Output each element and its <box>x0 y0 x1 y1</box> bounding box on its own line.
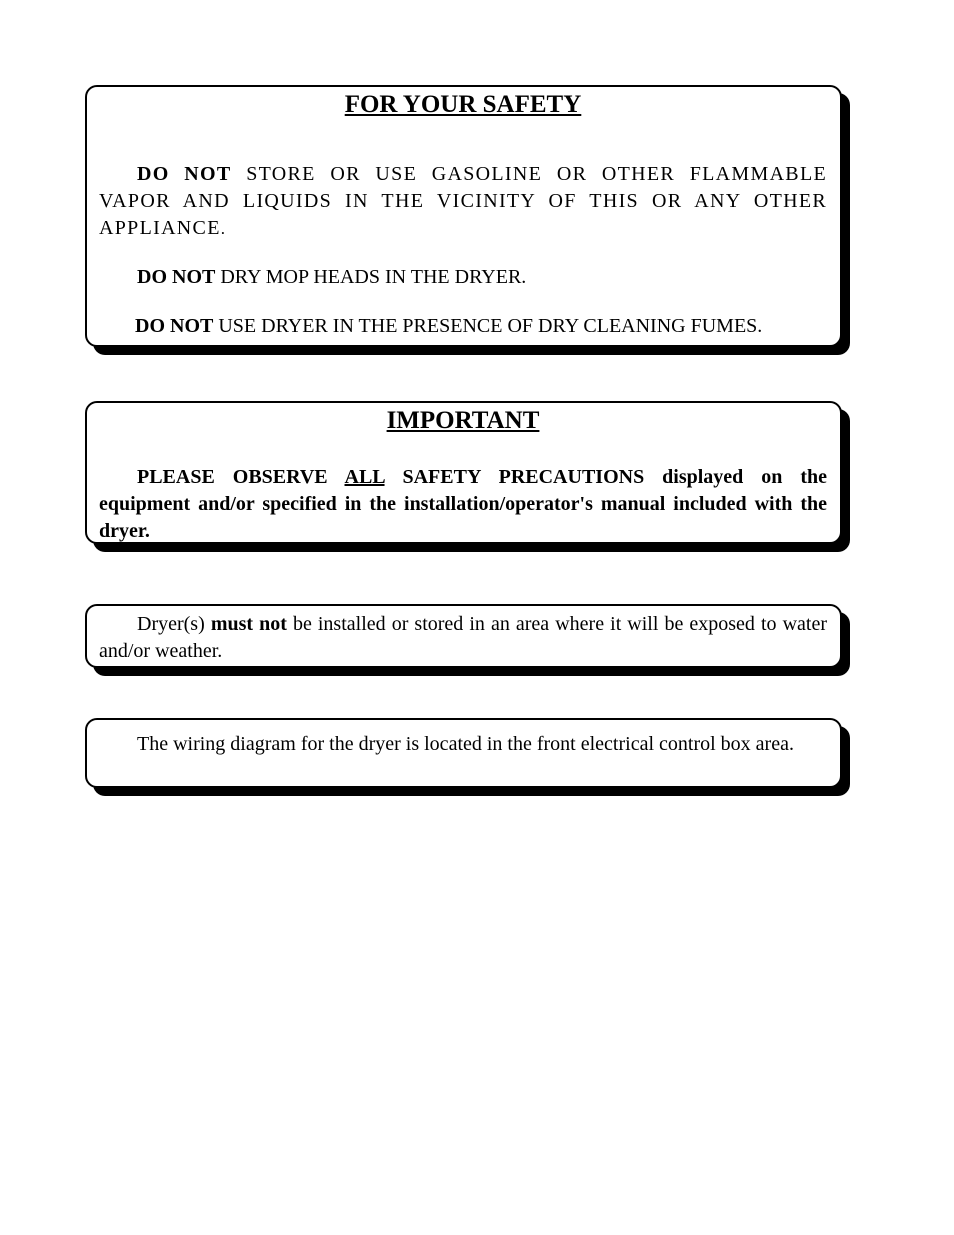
must-not-emphasis: must not <box>210 613 287 635</box>
wiring-notice-box <box>85 718 842 788</box>
important-text <box>99 464 827 545</box>
mop-heads-warning-text: DRY MOP HEADS IN THE DRYER. <box>215 266 527 288</box>
important-text-end: SAFETY PRECAUTIONS displayed on the equipment and/or specified in the installation/operator's manual included with the dryer. <box>99 466 827 542</box>
gasoline-warning-period: . <box>220 219 227 238</box>
wiring-text: The wiring diagram for the dryer is located in the front electrical control box area. <box>137 733 794 755</box>
gasoline-warning-text: STORE OR USE GASOLINE OR OTHER FLAMMABLE VAPOR AND LIQUIDS IN THE VICINITY OF THIS OR ANY OTHER APPLIANCE <box>99 163 827 239</box>
safety-notice-box <box>85 85 842 347</box>
important-notice-box <box>85 401 842 544</box>
important-all-underlined: ALL <box>344 466 385 488</box>
mop-heads-warning <box>99 264 827 291</box>
do-not-emphasis: DO NOT <box>137 163 232 185</box>
storage-text <box>99 611 827 665</box>
storage-text-start: Dryer(s) <box>137 613 211 635</box>
storage-text-end: be installed or stored in an area where it will be exposed to water and/or weather. <box>99 613 828 662</box>
important-text-start: PLEASE OBSERVE <box>137 466 345 488</box>
storage-notice-box <box>85 604 842 668</box>
gasoline-warning <box>99 161 827 242</box>
dry-cleaning-warning <box>99 313 827 340</box>
do-not-emphasis: DO NOT <box>137 266 216 288</box>
do-not-emphasis: DO NOT <box>135 315 214 337</box>
safety-title: FOR YOUR SAFETY <box>344 91 582 118</box>
important-title: IMPORTANT <box>386 407 540 434</box>
dry-cleaning-warning-text: USE DRYER IN THE PRESENCE OF DRY CLEANING FUMES. <box>213 315 763 337</box>
